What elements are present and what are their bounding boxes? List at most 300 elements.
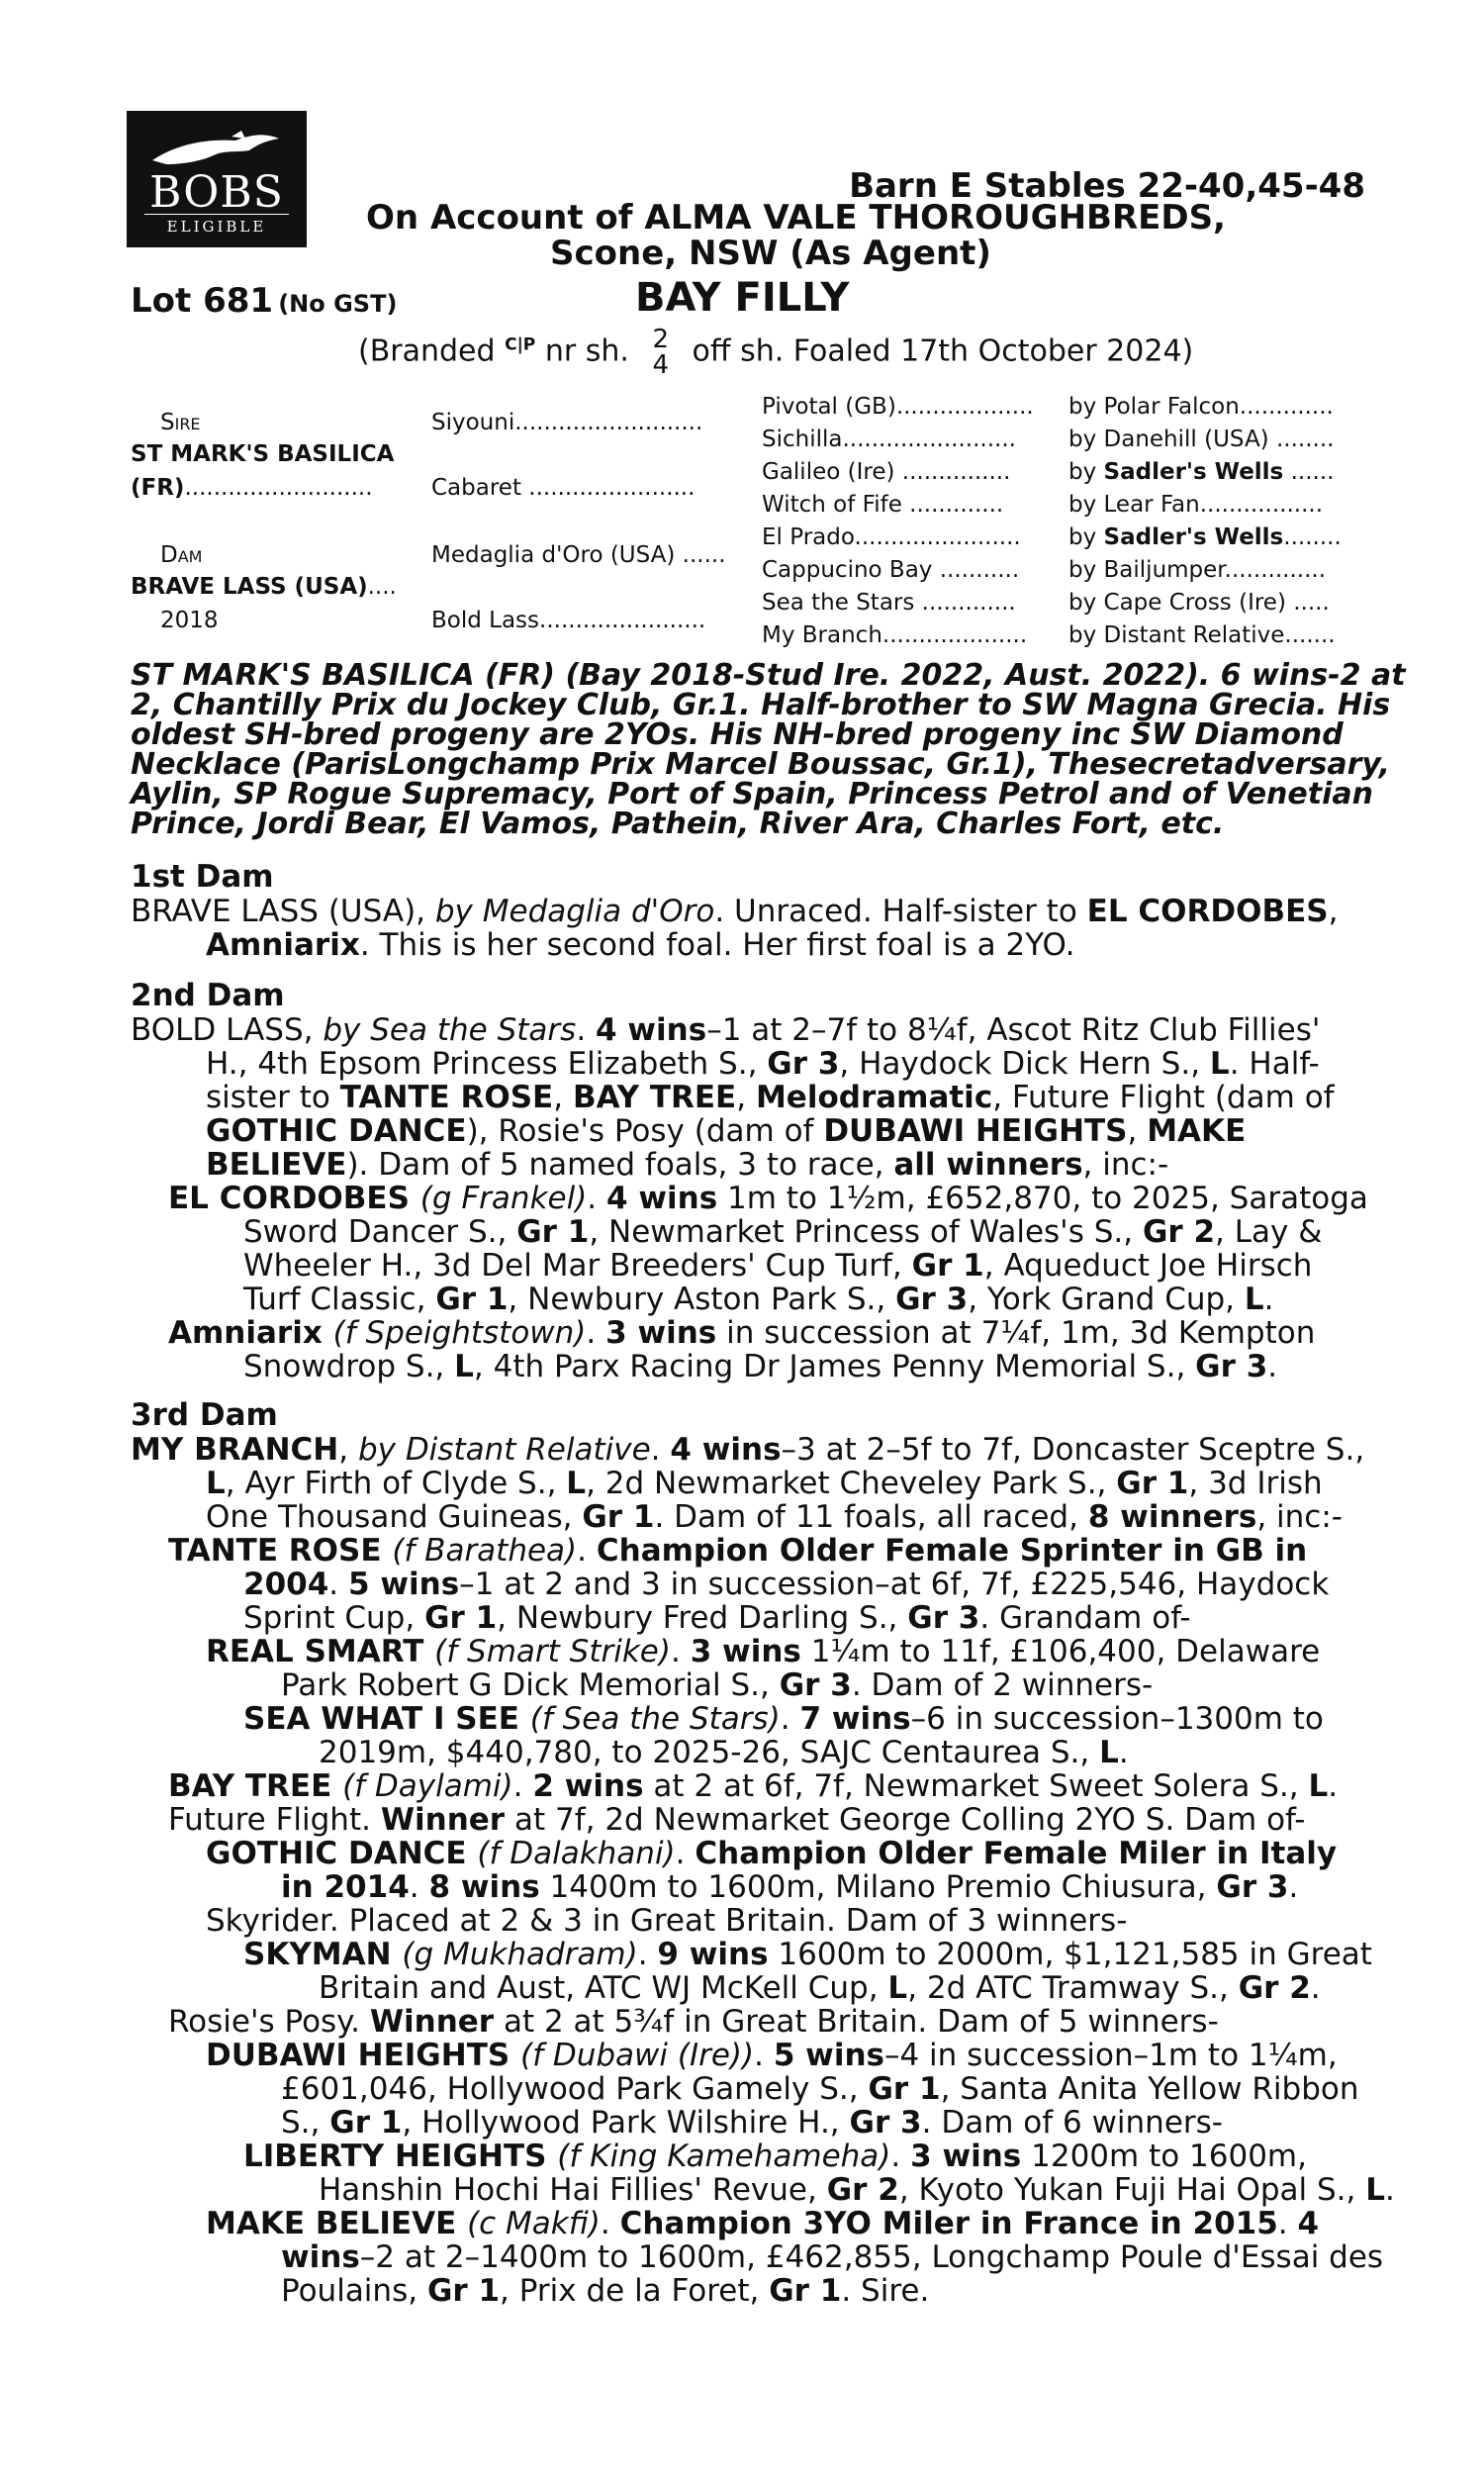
text-run: 1600m to 2000m, $1,121,585 in Great — [768, 1937, 1372, 1972]
sire-country — [131, 475, 373, 501]
text-run — [131, 1635, 1357, 1668]
ggp-2-sire: by Danehill (USA) ........ — [1068, 427, 1335, 452]
text-run: Gr 1 — [516, 1214, 590, 1250]
text-run: Amniarix — [206, 927, 360, 963]
text-run: Bold Lass — [431, 608, 540, 633]
text-run: sister to — [206, 1080, 340, 1115]
ggp-1-sire: by Polar Falcon............. — [1068, 394, 1334, 420]
text-run: Gr 3 — [1216, 1869, 1289, 1905]
text-run: Prince, Jordi Bear, El Vamos, Pathein, River Ara, Charles Fort, etc. — [131, 807, 1225, 841]
ggp-8-sire: by Distant Relative....... — [1068, 622, 1336, 648]
text-run: Britain and Aust, ATC WJ McKell Cup, — [319, 1970, 888, 2006]
ggp-2: Sichilla........................ — [762, 427, 1016, 452]
text-run: in 2014 — [281, 1869, 410, 1905]
text-run: Gr 1 — [911, 1248, 984, 1284]
ggp-4: Witch of Fife ............. — [762, 492, 1004, 518]
text-run: ). Dam of 5 named foals, 3 to race, — [346, 1147, 894, 1183]
sire-name: ST MARK'S BASILICA — [131, 441, 395, 467]
text-run: Winner — [369, 2004, 495, 2040]
text-run: Galileo (Ire) — [762, 459, 895, 485]
text-run: . Dam of 2 winners- — [851, 1667, 1154, 1703]
text-run: . Dam of 11 foals, all raced, — [654, 1499, 1088, 1535]
text-run: El Prado — [762, 524, 855, 550]
text-run: . — [637, 1937, 658, 1972]
text-run: , inc:- — [1256, 1499, 1343, 1535]
stables-location: Barn E Stables 22-40,45-48 — [849, 166, 1365, 206]
text-run: . Unraced. Half-sister to — [714, 894, 1087, 929]
text-run: Turf Classic, — [243, 1282, 436, 1317]
ggp-3: Galileo (Ire) ............... — [762, 459, 1011, 485]
text-run: , Newbury Aston Park S., — [508, 1282, 896, 1317]
text-run: wins — [281, 2239, 360, 2275]
text-run: –4 in succession–1m to 1¼m, — [883, 2038, 1338, 2073]
text-run: . — [650, 1432, 671, 1468]
text-run: SEA WHAT I SEE — [243, 1701, 530, 1737]
ggp-6-sire: by Bailjumper.............. — [1068, 557, 1327, 583]
text-run: . — [576, 1012, 597, 1048]
text-run — [131, 1736, 1357, 1769]
text-run: –1 at 2 and 3 in succession–at 6f, 7f, £225,546, Haydock — [459, 1567, 1330, 1602]
text-run — [131, 1601, 1357, 1635]
dam-year: 2018 — [160, 608, 219, 633]
text-run: Gr 1 — [582, 1499, 655, 1535]
second-dam-text — [131, 1013, 1357, 1182]
text-run: One Thousand Guineas, — [206, 1499, 583, 1535]
text-run: Gr 1 — [769, 2273, 842, 2309]
text-run — [131, 1148, 1357, 1182]
text-run: Gr 1 — [426, 2273, 501, 2309]
text-run: Champion 3YO Miler in France in 2015 — [619, 2206, 1278, 2241]
vendor-account: On Account of ALMA VALE THOROUGHBREDS, — [366, 198, 1226, 238]
text-run: . — [670, 1634, 691, 1669]
text-run: Aylin, SP Rogue Supremacy, Port of Spain, Princess Petrol and of Venetian — [131, 777, 1373, 811]
brand-denominator: 4 — [652, 350, 669, 380]
text-run — [131, 928, 1357, 962]
text-run: 8 wins — [428, 1869, 540, 1905]
ggp-5: El Prado....................... — [762, 524, 1021, 550]
text-run: Snowdrop S., — [243, 1349, 455, 1384]
text-run: (f Dubawi (Ire)) — [519, 2038, 755, 2073]
ggp-8: My Branch.................... — [762, 622, 1028, 648]
text-run: . Half- — [1229, 1046, 1320, 1082]
text-run: TANTE ROSE — [339, 1080, 554, 1115]
text-run: Gr 3 — [1195, 1349, 1268, 1384]
text-run: 9 wins — [657, 1937, 769, 1972]
text-run: L — [887, 1970, 908, 2006]
text-run: by Medaglia d'Oro — [434, 894, 715, 929]
ggp-1: Pivotal (GB)................... — [762, 394, 1034, 420]
brand-off-side-foaled: off sh. Foaled 17th October 2024) — [692, 333, 1194, 369]
text-run: Gr 2 — [1142, 1214, 1216, 1250]
third-dam-text — [131, 1432, 1395, 2309]
text-run: Sword Dancer S., — [243, 1214, 517, 1250]
text-run — [131, 2172, 1395, 2208]
brand-numerator: 2 — [652, 325, 669, 354]
text-run: 1¼m to 11f, £106,400, Delaware — [800, 1634, 1321, 1669]
text-run: BRAVE LASS (USA) — [131, 574, 368, 600]
lot-number: Lot 681 — [131, 281, 274, 321]
text-run: . — [409, 1869, 429, 1905]
text-run: BELIEVE — [206, 1147, 347, 1183]
text-run — [131, 2072, 1357, 2106]
second-dam-heading: 2nd Dam — [131, 978, 285, 1013]
text-run: . — [586, 1315, 606, 1351]
text-run: 4 wins — [606, 1181, 718, 1216]
text-run: MY BRANCH — [131, 1432, 339, 1468]
grandparent-1: Siyouni.......................... — [431, 410, 703, 435]
text-run: by Sea the Stars — [323, 1012, 577, 1048]
text-run: , Haydock Dick Hern S., — [839, 1046, 1210, 1082]
ggp-7: Sea the Stars ............. — [762, 590, 1016, 616]
text-run: , — [736, 1080, 756, 1115]
text-run: EL CORDOBES — [1086, 894, 1329, 929]
text-run: GOTHIC DANCE — [206, 1836, 478, 1871]
text-run: , 2d ATC Tramway S., — [907, 1970, 1239, 2006]
lot-title: BAY FILLY — [635, 275, 850, 321]
text-run: Gr 3 — [907, 1600, 980, 1636]
text-run: Gr 1 — [424, 1600, 498, 1636]
text-run: (FR) — [131, 475, 185, 501]
first-dam-heading: 1st Dam — [131, 859, 274, 895]
text-run: Amniarix — [168, 1315, 333, 1351]
text-run — [131, 1971, 1357, 2005]
text-run: , — [1328, 894, 1339, 929]
text-run: Rosie's Posy. — [168, 2004, 370, 2040]
text-run: by — [1068, 459, 1097, 485]
text-run — [131, 1837, 1357, 1870]
text-run: Sadler's Wells — [1103, 524, 1284, 550]
text-run: 2019m, $440,780, to 2025-26, SAJC Centaurea S., — [319, 1735, 1100, 1770]
text-run: (f King Kamehameha) — [557, 2139, 891, 2174]
text-run: by Lear Fan — [1068, 492, 1200, 518]
text-run — [131, 1937, 1372, 1972]
text-run — [131, 1432, 1365, 1468]
text-run: . — [600, 2206, 620, 2241]
text-run: MAKE BELIEVE — [206, 2206, 468, 2241]
text-run: Skyrider. Placed at 2 & 3 in Great Britain. Dam of 3 winners- — [206, 1903, 1128, 1939]
text-run — [131, 1114, 1357, 1148]
text-run — [131, 2106, 1357, 2140]
text-run: by Bailjumper — [1068, 557, 1225, 583]
dam-label: Dam — [160, 542, 203, 568]
text-run: , Newmarket Princess of Wales's S., — [589, 1214, 1143, 1250]
text-run: . — [1385, 2172, 1395, 2208]
text-run: L — [1209, 1046, 1230, 1082]
text-run: , 2d Newmarket Cheveley Park S., — [586, 1466, 1117, 1501]
text-run: BOLD LASS, — [131, 1012, 324, 1048]
text-run: BRAVE LASS (USA), — [131, 894, 435, 929]
text-run: 7 wins — [799, 1701, 911, 1737]
text-run: –6 in succession–1300m to — [910, 1701, 1324, 1737]
text-run: Gr 1 — [435, 1282, 509, 1317]
text-run: oldest SH-bred progeny are 2YOs. His NH-bred progeny inc SW Diamond — [131, 717, 1344, 752]
text-run: (f Daylami) — [342, 1768, 513, 1804]
text-run: 1200m to 1600m, — [1021, 2139, 1307, 2174]
ggp-3-sire: by Sadler's Wells ...... — [1068, 459, 1335, 485]
text-run: , — [1127, 1113, 1148, 1149]
text-run: (g Frankel) — [419, 1181, 588, 1216]
el-cordobes-entry — [131, 1181, 1368, 1317]
text-run: , York Grand Cup, — [968, 1282, 1245, 1317]
text-run: , Ayr Firth of Clyde S., — [225, 1466, 567, 1501]
text-run — [131, 1316, 1357, 1350]
grandparent-2: Cabaret ....................... — [431, 475, 696, 501]
text-run — [131, 1249, 1357, 1283]
text-run: . — [1277, 2206, 1298, 2241]
text-run: Gr 3 — [779, 1667, 852, 1703]
text-run: L — [206, 1466, 226, 1501]
text-run — [131, 1568, 1357, 1601]
text-run — [131, 2239, 1384, 2275]
text-run — [131, 1181, 1368, 1216]
text-run: Cappucino Bay — [762, 557, 933, 583]
text-run: . — [1328, 1768, 1339, 1804]
text-run — [131, 1467, 1357, 1500]
text-run — [131, 1668, 1357, 1702]
text-run — [131, 1047, 1357, 1081]
brand-fraction — [652, 327, 669, 378]
ggp-7-sire: by Cape Cross (Ire) ..... — [1068, 590, 1330, 616]
text-run: Sichilla — [762, 427, 843, 452]
text-run: Witch of Fife — [762, 492, 902, 518]
text-run: ), Rosie's Posy (dam of — [466, 1113, 824, 1149]
text-run: Cabaret — [431, 475, 521, 501]
text-run: . — [1263, 1282, 1274, 1317]
text-run: , Kyoto Yukan Fuji Hai Opal S., — [898, 2172, 1366, 2208]
text-run: at 2 at 6f, 7f, Newmarket Sweet Solera S., — [643, 1768, 1309, 1804]
text-run: by Danehill (USA) — [1068, 427, 1269, 452]
text-run: 5 wins — [348, 1567, 460, 1602]
text-run: , 4th Parx Racing Dr James Penny Memorial S., — [473, 1349, 1196, 1384]
text-run: , Prix de la Foret, — [500, 2273, 770, 2309]
text-run: . — [1288, 1869, 1299, 1905]
text-run: Gr 1 — [1116, 1466, 1189, 1501]
text-run — [131, 1215, 1357, 1249]
text-run: , — [338, 1432, 358, 1468]
grandparent-4: Bold Lass....................... — [431, 608, 706, 633]
text-run: , Santa Anita Yellow Ribbon — [940, 2071, 1359, 2107]
brand-prefix: (Branded — [358, 333, 496, 369]
text-run: Gr 3 — [767, 1046, 840, 1082]
text-run: by Distant Relative — [1068, 622, 1285, 648]
text-run: . — [587, 1181, 607, 1216]
ggp-6: Cappucino Bay ........... — [762, 557, 1020, 583]
text-run: 1400m to 1600m, Milano Premio Chiusura, — [539, 1869, 1217, 1905]
text-run: . — [1267, 1349, 1278, 1384]
text-run: , Lay & — [1215, 1214, 1323, 1250]
text-run: MAKE — [1147, 1113, 1247, 1149]
text-run: ST MARK'S BASILICA (FR) (Bay 2018-Stud Ire. 2022, Aust. 2022). 6 wins-2 at — [131, 658, 1406, 693]
text-run: Siyouni — [431, 410, 515, 435]
text-run: Champion Older Female Sprinter in GB in — [596, 1533, 1308, 1569]
gst-note: (No GST) — [278, 290, 398, 318]
text-run — [131, 2140, 1357, 2173]
text-run: Gr 1 — [329, 2105, 403, 2141]
text-run: 3 wins — [910, 2139, 1022, 2174]
text-run: Poulains, — [281, 2273, 427, 2309]
text-run: SKYMAN — [243, 1937, 403, 1972]
horse-icon — [146, 131, 287, 170]
text-run: (f Smart Strike) — [434, 1634, 671, 1669]
logo-divider — [144, 214, 289, 215]
text-run: L — [1099, 1735, 1119, 1770]
text-run: –1 at 2–7f to 8¼f, Ascot Ritz Club Fillies' — [706, 1012, 1321, 1048]
text-run: BAY TREE — [168, 1768, 343, 1804]
text-run: 8 winners — [1087, 1499, 1257, 1535]
text-run — [131, 1870, 1357, 1904]
text-run: at 2 at 5¾f in Great Britain. Dam of 5 winners- — [494, 2004, 1219, 2040]
text-run: Melodramatic — [755, 1080, 993, 1115]
text-run: . — [1118, 1735, 1129, 1770]
text-run: 1m to 1½m, £652,870, to 2025, Saratoga — [717, 1181, 1368, 1216]
text-run: (f Speightstown) — [332, 1315, 587, 1351]
text-run: 4 wins — [670, 1432, 782, 1468]
text-run: , Hollywood Park Wilshire H., — [402, 2105, 850, 2141]
text-run: S., — [281, 2105, 330, 2141]
text-run: –3 at 2–5f to 7f, Doncaster Sceptre S., — [781, 1432, 1365, 1468]
text-run: . Sire. — [841, 2273, 930, 2309]
text-run: Park Robert G Dick Memorial S., — [281, 1667, 780, 1703]
text-run: L — [454, 1349, 474, 1384]
text-run: L — [566, 1466, 587, 1501]
text-run: .......................... — [184, 475, 373, 501]
ggp-4-sire: by Lear Fan................. — [1068, 492, 1324, 518]
text-run: by Polar Falcon — [1068, 394, 1240, 420]
text-run: 3 wins — [605, 1315, 717, 1351]
text-run: Gr 3 — [849, 2105, 922, 2141]
text-run: DUBAWI HEIGHTS — [206, 2038, 520, 2073]
text-run — [131, 1013, 1357, 1047]
text-run — [131, 1769, 1357, 1803]
text-run: 4 wins — [596, 1012, 707, 1048]
text-run: by Distant Relative — [357, 1432, 651, 1468]
text-run: (f Sea the Stars) — [529, 1701, 781, 1737]
text-run: Future Flight. — [168, 1802, 381, 1838]
text-run: , 3d Irish — [1188, 1466, 1323, 1501]
text-run: (f Barathea) — [392, 1533, 578, 1569]
logo-subtitle: ELIGIBLE — [166, 218, 267, 236]
third-dam-heading: 3rd Dam — [131, 1397, 278, 1433]
text-run — [131, 895, 1357, 928]
text-run: . Dam of 6 winners- — [921, 2105, 1223, 2141]
text-run: 4 — [1297, 2206, 1320, 2241]
text-run: Gr 3 — [895, 1282, 969, 1317]
text-run: Medaglia d'Oro (USA) — [431, 542, 676, 568]
text-run: , Future Flight (dam of — [992, 1080, 1335, 1115]
text-run: Sadler's Wells — [1103, 459, 1284, 485]
bobs-eligible-logo — [127, 111, 307, 247]
text-run: . — [675, 1836, 696, 1871]
text-run: Champion Older Female Miler in Italy — [695, 1836, 1338, 1871]
grandparent-3: Medaglia d'Oro (USA) ...... — [431, 542, 726, 568]
text-run — [131, 1081, 1357, 1114]
text-run: , Newbury Fred Darling S., — [497, 1600, 908, 1636]
text-run: at 7f, 2d Newmarket George Colling 2YO S. Dam of- — [505, 1802, 1306, 1838]
text-run: Wheeler H., 3d Del Mar Breeders' Cup Turf, — [243, 1248, 912, 1284]
text-run: 2 wins — [532, 1768, 644, 1804]
text-run: Gr 2 — [1238, 1970, 1311, 2006]
text-run: Pivotal (GB) — [762, 394, 896, 420]
text-run: all winners — [893, 1147, 1083, 1183]
text-run: H., 4th Epsom Princess Elizabeth S., — [206, 1046, 768, 1082]
text-run: REAL SMART — [206, 1634, 435, 1669]
text-run: TANTE ROSE — [168, 1533, 393, 1569]
vendor-location: Scone, NSW (As Agent) — [550, 234, 991, 273]
text-run: Sprint Cup, — [243, 1600, 425, 1636]
text-run: .... — [367, 574, 397, 600]
text-run: £601,046, Hollywood Park Gamely S., — [281, 2071, 869, 2107]
text-run: 5 wins — [773, 2038, 884, 2073]
sire-description — [131, 658, 1406, 841]
text-run: . — [754, 2038, 774, 2073]
logo-title: BOBS — [149, 167, 284, 218]
ggp-5-sire: by Sadler's Wells........ — [1068, 524, 1342, 550]
sire-label: Sire — [160, 410, 201, 435]
text-run: Gr 2 — [826, 2172, 899, 2208]
text-run: 2004 — [243, 1567, 329, 1602]
brand-mark: C|P — [505, 334, 536, 355]
text-run: Gr 1 — [868, 2071, 941, 2107]
text-run: DUBAWI HEIGHTS — [823, 1113, 1128, 1149]
text-run — [131, 2207, 1357, 2240]
text-run: . — [1310, 1970, 1321, 2006]
text-run: , Aqueduct Joe Hirsch — [983, 1248, 1313, 1284]
lot-number-line — [131, 281, 397, 321]
text-run: (g Mukhadram) — [402, 1937, 638, 1972]
text-run — [131, 1534, 1357, 1568]
text-run: L — [1244, 1282, 1264, 1317]
text-run: Winner — [380, 1802, 506, 1838]
text-run: by — [1068, 524, 1097, 550]
text-run: Necklace (ParisLongchamp Prix Marcel Boussac, Gr.1), Thesecretadversary, — [131, 747, 1391, 782]
text-run: L — [1365, 2172, 1385, 2208]
dam-name — [131, 574, 397, 600]
text-run: –2 at 2–1400m to 1600m, £462,855, Longchamp Poule d'Essai des — [359, 2239, 1384, 2275]
brand-near-side: nr sh. — [544, 333, 629, 369]
text-run — [131, 1904, 1357, 1938]
text-run — [131, 2274, 1357, 2308]
text-run — [131, 1702, 1357, 1736]
text-run: . — [328, 1567, 348, 1602]
text-run: (c Makfi) — [467, 2206, 601, 2241]
text-run: 2, Chantilly Prix du Jockey Club, Gr.1. Half-brother to SW Magna Grecia. His — [131, 688, 1391, 722]
text-run: BAY TREE — [572, 1080, 737, 1115]
text-run — [131, 1283, 1357, 1316]
text-run — [131, 1500, 1357, 1534]
text-run — [131, 2005, 1357, 2039]
text-run: Hanshin Hochi Hai Fillies' Revue, — [319, 2172, 827, 2208]
text-run: . — [577, 1533, 597, 1569]
text-run — [131, 1803, 1357, 1837]
brand-line — [358, 327, 1193, 386]
text-run: . — [512, 1768, 533, 1804]
text-run: in succession at 7¼f, 1m, 3d Kempton — [716, 1315, 1316, 1351]
text-run: by Cape Cross (Ire) — [1068, 590, 1286, 616]
text-run: EL CORDOBES — [168, 1181, 420, 1216]
text-run — [131, 2039, 1357, 2072]
text-run: GOTHIC DANCE — [206, 1113, 467, 1149]
text-run: Sea the Stars — [762, 590, 915, 616]
text-run: , — [553, 1080, 573, 1115]
text-run — [131, 1350, 1357, 1383]
text-run: . Grandam of- — [979, 1600, 1191, 1636]
text-run: LIBERTY HEIGHTS — [243, 2139, 558, 2174]
text-run: (f Dalakhani) — [477, 1836, 676, 1871]
text-run: 3 wins — [690, 1634, 801, 1669]
amniarix-entry — [131, 1316, 1357, 1383]
text-run: My Branch — [762, 622, 882, 648]
first-dam-text — [131, 895, 1357, 962]
